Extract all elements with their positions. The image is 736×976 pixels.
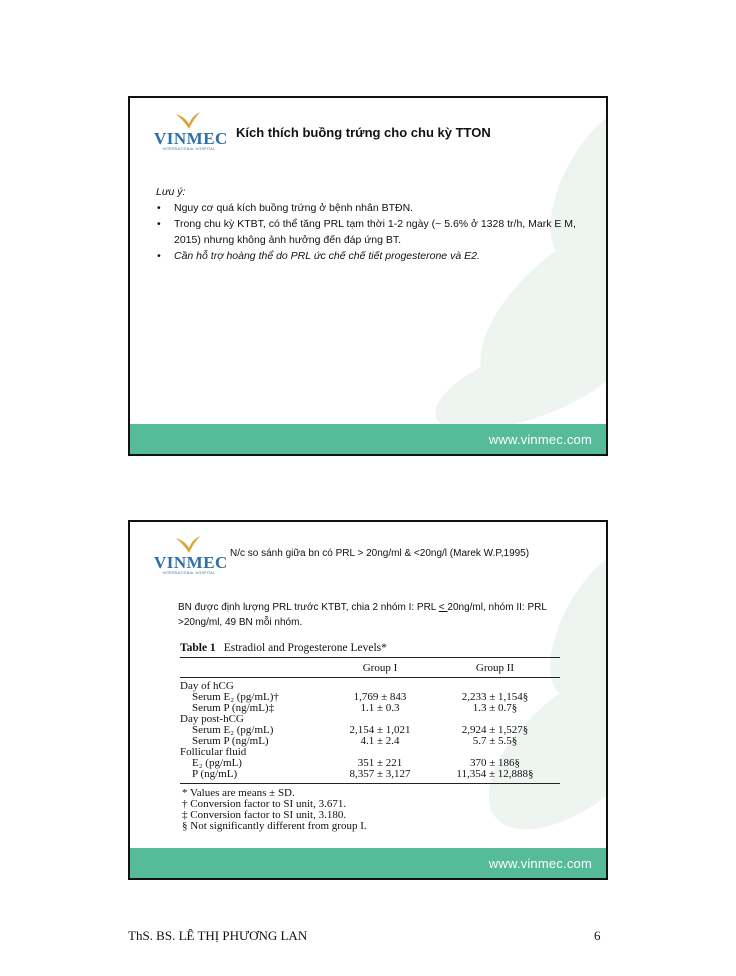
table-body: [180, 678, 560, 783]
cell-group-2: 5.7 ± 5.5§: [472, 735, 518, 747]
header-cell: Group I: [362, 662, 398, 674]
footnote: § Not significantly different from group I.: [182, 820, 367, 832]
cell-group-2: 2,924 ± 1,527§: [461, 724, 529, 736]
table-footnotes: [180, 784, 560, 832]
row-label: Follicular fluid: [180, 746, 247, 758]
table-row: [180, 769, 560, 780]
footer-url: www.vinmec.com: [488, 432, 592, 447]
desc-lte-symbol: <: [438, 602, 448, 613]
footer-bar: [130, 848, 606, 878]
logo-wordmark: VINMEC: [154, 553, 228, 572]
bird-logo-icon: [176, 112, 202, 130]
header-cell: Group II: [475, 662, 515, 674]
slide-1: [128, 96, 608, 456]
logo-wordmark: VINMEC: [154, 129, 228, 148]
row-label: Serum P (ng/mL): [192, 735, 269, 747]
row-label: P (ng/mL): [192, 768, 238, 780]
cell-group-1: 1.1 ± 0.3: [360, 702, 400, 714]
page-number: 6: [594, 928, 601, 943]
cell-group-1: 8,357 ± 3,127: [349, 768, 411, 780]
bullet-item: • Nguy cơ quá kích buồng trứng ở bệnh nhân BTĐN.: [156, 200, 596, 216]
row-label: Serum E₂ (pg/mL)†: [192, 691, 279, 703]
cell-group-1: 351 ± 221: [357, 757, 403, 769]
cell-group-1: 4.1 ± 2.4: [360, 735, 400, 747]
footer-bar: [130, 424, 606, 454]
row-label: Day post-hCG: [180, 713, 244, 725]
bird-logo-icon: [176, 536, 202, 554]
row-label: Day of hCG: [180, 680, 234, 692]
note-block: [156, 184, 596, 264]
slide-2: [128, 520, 608, 880]
slide-title: N/c so sánh giữa bn có PRL > 20ng/ml & <20ng/l (Marek W.P,1995): [230, 548, 530, 559]
slide-title: Kích thích buồng trứng cho chu kỳ TTON: [236, 125, 491, 140]
footnote: ‡ Conversion factor to SI unit, 3.180.: [182, 809, 347, 821]
bullet-item: • Cần hỗ trợ hoàng thể do PRL ức chế chế tiết progesterone và E2.: [156, 248, 596, 264]
bullet-item: • Trong chu kỳ KTBT, có thể tăng PRL tạm thời 1-2 ngày (~ 5.6% ở 1328 tr/h, Mark E M, 2015) nhưng không ảnh hưởng đến đáp ứng BT.: [156, 216, 596, 248]
author-footer: ThS. BS. LÊ THỊ PHƯƠNG LAN: [128, 928, 308, 943]
cell-group-2: 370 ± 186§: [469, 757, 521, 769]
vinmec-logo: [154, 536, 228, 576]
table-caption: [180, 642, 560, 654]
table-caption-label: Table 1: [180, 642, 216, 654]
cell-group-2: 11,354 ± 12,888§: [456, 768, 534, 780]
row-label: Serum E₂ (pg/mL): [192, 724, 274, 736]
footnote: * Values are means ± SD.: [182, 787, 295, 799]
cell-group-2: 2,233 ± 1,154§: [461, 691, 529, 703]
logo-subtitle: INTERNATIONAL HOSPITAL: [162, 571, 216, 575]
table-header: [180, 658, 560, 677]
bullet-list: [156, 200, 596, 264]
header-cell: [180, 662, 330, 674]
footnote: † Conversion factor to SI unit, 3.671.: [182, 798, 347, 810]
desc-part-2: 20ng/ml, nhóm II: PRL >20ng/ml, 49 BN mỗi nhóm.: [178, 602, 547, 628]
logo-subtitle: INTERNATIONAL HOSPITAL: [162, 147, 216, 151]
levels-table: [180, 642, 560, 832]
table-caption-text: Estradiol and Progesterone Levels*: [223, 642, 387, 654]
study-description: [178, 600, 578, 630]
vinmec-logo: [154, 112, 228, 152]
desc-part-1: BN được định lượng PRL trước KTBT, chia 2 nhóm I: PRL: [178, 602, 439, 613]
footer-url: www.vinmec.com: [488, 856, 592, 871]
row-label: E₂ (pg/mL): [192, 757, 242, 769]
cell-group-1: 2,154 ± 1,021: [349, 724, 411, 736]
row-label: Serum P (ng/mL)‡: [192, 702, 275, 714]
cell-group-2: 1.3 ± 0.7§: [472, 702, 518, 714]
note-label: Lưu ý:: [156, 186, 186, 198]
cell-group-1: 1,769 ± 843: [353, 691, 407, 703]
